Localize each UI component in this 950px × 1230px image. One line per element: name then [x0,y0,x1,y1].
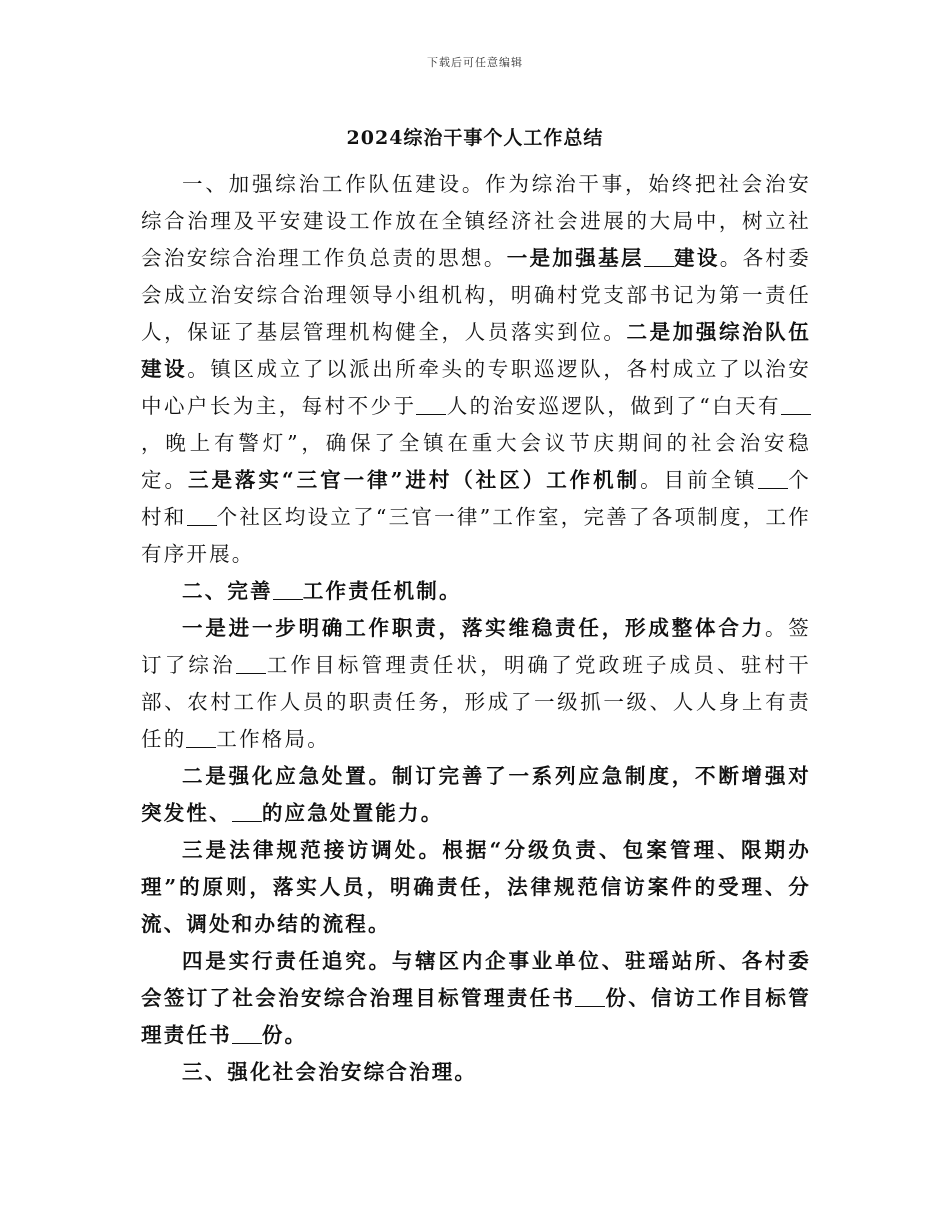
text-segment: 二是强化应急处置。制订完善了一系列应急制度，不断增强对突发性、 [141,764,811,825]
text-segment: 。镇区成立了以派出所牵头的专职巡逻队，各村成立了以治安中心户长为主，每村不少于 [141,357,812,418]
text-segment: ，晚上有警灯”，确保了全镇在重大会议节庆期间的社会治安稳定。 [141,431,811,492]
section-heading-public-security [141,1054,811,1091]
text-segment: 工作责任机制。 [302,579,462,603]
paragraph-emergency [141,758,811,832]
fill-blank [186,729,216,748]
bold-segment: 二是加强综治队伍建设 [141,320,811,381]
fill-blank [236,655,266,674]
text-segment: 个村和 [141,468,812,529]
bold-segment: 三是落实“三官一律”进村（社区）工作机制 [187,468,641,492]
document-title: 2024综治干事个人工作总结 [346,127,604,149]
text-segment: 工作目标管理责任状，明确了党政班子成员、驻村干部、农村工作人员的职责任务，形成了一级抓一级、人人身上有责任的 [141,653,811,751]
text-segment: 工作格局。 [216,727,330,751]
section-heading-responsibility [141,573,811,610]
text-segment: 三是法律规范接访调处。根据“分级负责、包案管理、限期办理”的原则，落实人员，明确责任，法律规范信访案件的受理、分流、调处和办结的流程。 [141,838,811,936]
text-segment: 。各村委会成立治安综合治理领导小组机构，明确村党支部书记为第一责任人，保证了基层管理机构健全，人员落实到位。 [141,246,811,344]
fill-blank [758,470,788,489]
text-segment: 三、强化社会治安综合治理。 [182,1060,478,1084]
text-segment: 二、完善 [182,579,273,603]
text-segment: 人的治安巡逻队，做到了“白天有 [446,394,781,418]
fill-blank [232,1025,262,1044]
fill-blank [273,581,303,600]
text-segment: 个社区均设立了“三官一律”工作室，完善了各项制度，工作有序开展。 [141,505,812,566]
paragraph-duties [141,610,811,758]
text-segment: 份。 [261,1023,308,1047]
fill-blank [781,396,811,415]
fill-blank [644,248,674,267]
fill-blank [575,988,605,1007]
bold-segment: 建设 [673,246,720,270]
header-note: 下载后可任意编辑 [427,56,523,69]
bold-segment: 一是加强基层 [506,246,644,270]
text-segment: 四是实行责任追究。与辖区内企事业单位、驻瑶站所、各村委会签订了社会治安综合治理目标管理责任书 [141,949,811,1010]
paragraph-accountability [141,943,811,1054]
text-segment: 。签订了综治 [141,616,812,677]
fill-blank [416,396,446,415]
fill-blank [187,507,217,526]
fill-blank [232,803,262,822]
paragraph-team-building [141,166,811,573]
text-segment: 份、信访工作目标管理责任书 [141,986,811,1047]
document-body [141,166,811,1091]
bold-segment: 一是进一步明确工作职责，落实维稳责任，形成整体合力 [182,616,765,640]
text-segment: 。目前全镇 [640,468,758,492]
paragraph-petitions [141,832,811,943]
text-segment: 一、加强综治工作队伍建设。作为综治干事，始终把社会治安综合治理及平安建设工作放在全镇经济社会进展的大局中，树立社会治安综合治理工作负总责的思想。 [141,172,811,270]
text-segment: 的应急处置能力。 [261,801,444,825]
